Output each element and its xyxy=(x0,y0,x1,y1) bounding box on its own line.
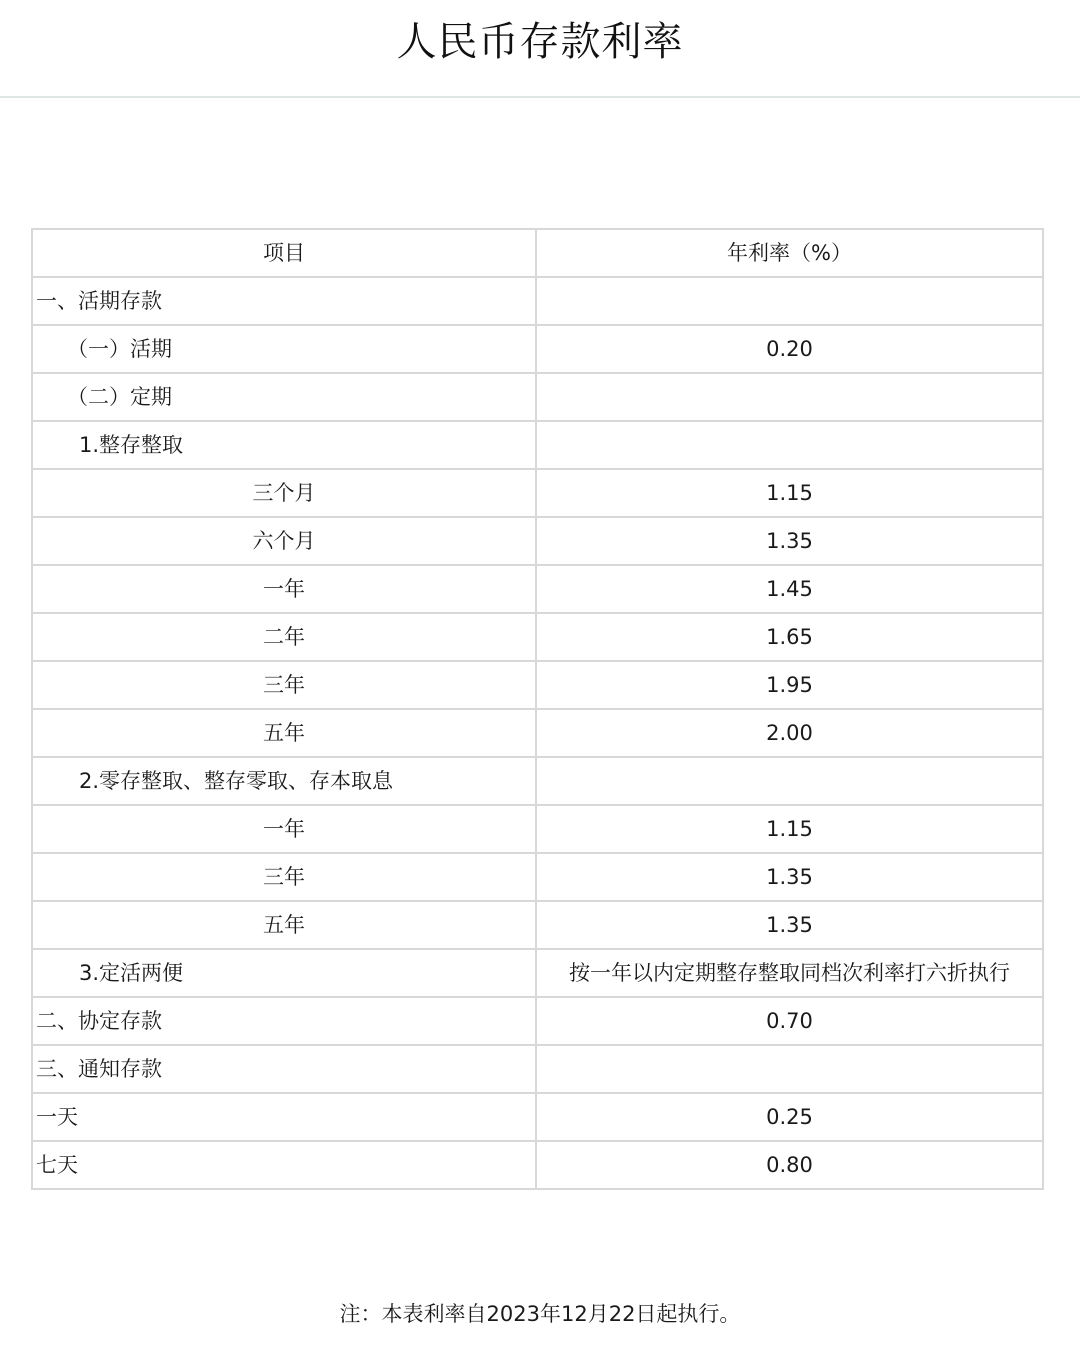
row-rate: 1.15 xyxy=(536,469,1043,517)
row-item: 三年 xyxy=(32,853,536,901)
row-rate: 1.35 xyxy=(536,853,1043,901)
row-item: 一天 xyxy=(32,1093,536,1141)
row-rate: 0.70 xyxy=(536,997,1043,1045)
row-item: 六个月 xyxy=(32,517,536,565)
table-row xyxy=(32,1141,1043,1189)
row-rate xyxy=(536,373,1043,421)
row-rate xyxy=(536,757,1043,805)
row-item: 二、协定存款 xyxy=(32,997,536,1045)
row-item: 2.零存整取、整存零取、存本取息 xyxy=(32,757,536,805)
row-rate: 按一年以内定期整存整取同档次利率打六折执行 xyxy=(536,949,1043,997)
table-row xyxy=(32,757,1043,805)
table-row xyxy=(32,805,1043,853)
row-rate: 1.45 xyxy=(536,565,1043,613)
table-row xyxy=(32,1093,1043,1141)
row-rate: 1.15 xyxy=(536,805,1043,853)
row-item: 三、通知存款 xyxy=(32,1045,536,1093)
table-row xyxy=(32,1045,1043,1093)
row-item: 三个月 xyxy=(32,469,536,517)
row-item: 3.定活两便 xyxy=(32,949,536,997)
row-rate xyxy=(536,277,1043,325)
page-title: 人民币存款利率 xyxy=(396,19,684,65)
table-row xyxy=(32,373,1043,421)
table-row xyxy=(32,613,1043,661)
row-rate: 0.20 xyxy=(536,325,1043,373)
table-row xyxy=(32,997,1043,1045)
row-rate: 1.95 xyxy=(536,661,1043,709)
table-row xyxy=(32,853,1043,901)
row-item: （二）定期 xyxy=(32,373,536,421)
row-rate: 1.35 xyxy=(536,901,1043,949)
column-header-rate: 年利率（%） xyxy=(536,229,1043,277)
row-rate: 0.25 xyxy=(536,1093,1043,1141)
table-row xyxy=(32,517,1043,565)
row-item: （一）活期 xyxy=(32,325,536,373)
table-body xyxy=(32,277,1043,1189)
page-header xyxy=(0,0,1080,98)
row-item: 1.整存整取 xyxy=(32,421,536,469)
row-rate: 2.00 xyxy=(536,709,1043,757)
footnote: 注：本表利率自2023年12月22日起执行。 xyxy=(339,1302,741,1326)
row-item: 五年 xyxy=(32,901,536,949)
table-row xyxy=(32,709,1043,757)
row-item: 二年 xyxy=(32,613,536,661)
row-rate xyxy=(536,421,1043,469)
row-item: 五年 xyxy=(32,709,536,757)
table-row xyxy=(32,949,1043,997)
table-row xyxy=(32,901,1043,949)
table-header-row xyxy=(32,229,1043,277)
row-item: 一年 xyxy=(32,805,536,853)
row-rate: 1.35 xyxy=(536,517,1043,565)
table-row xyxy=(32,325,1043,373)
row-item: 七天 xyxy=(32,1141,536,1189)
row-item: 一年 xyxy=(32,565,536,613)
table-row xyxy=(32,277,1043,325)
row-rate: 0.80 xyxy=(536,1141,1043,1189)
table-row xyxy=(32,661,1043,709)
table-row xyxy=(32,565,1043,613)
row-item: 一、活期存款 xyxy=(32,277,536,325)
rate-table xyxy=(31,228,1044,1190)
row-rate: 1.65 xyxy=(536,613,1043,661)
table-row xyxy=(32,469,1043,517)
table-row xyxy=(32,421,1043,469)
row-rate xyxy=(536,1045,1043,1093)
column-header-item: 项目 xyxy=(32,229,536,277)
row-item: 三年 xyxy=(32,661,536,709)
